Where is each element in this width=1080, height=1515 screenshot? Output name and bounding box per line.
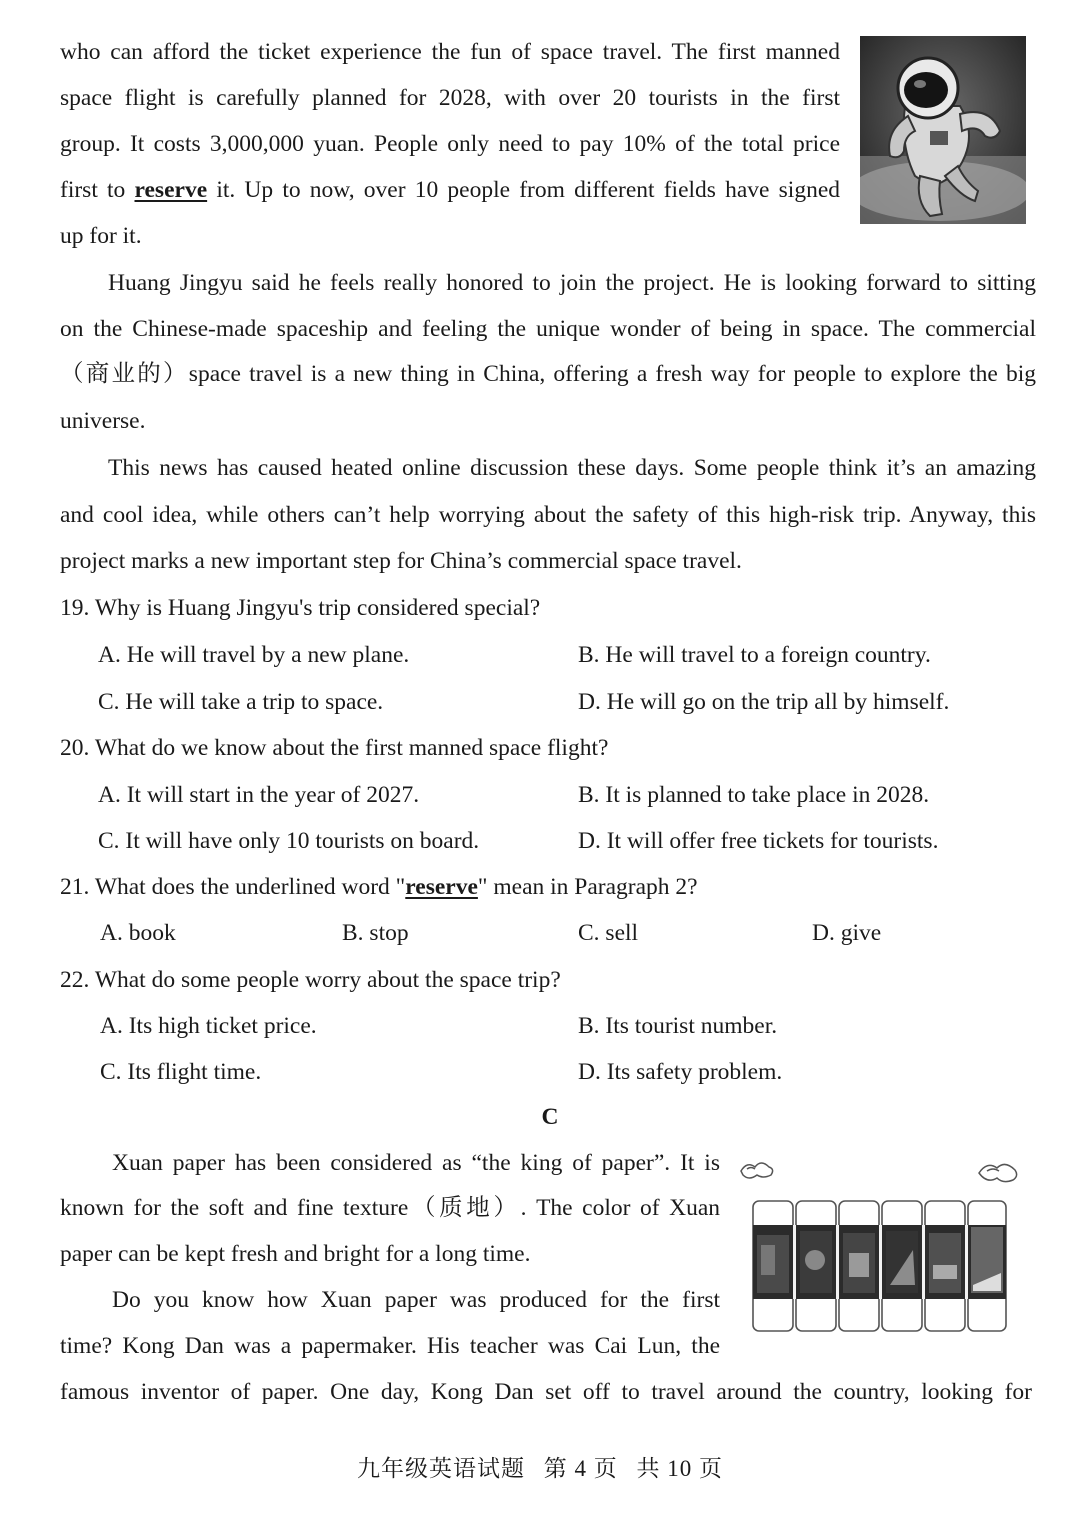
astronaut-photo: [860, 36, 1026, 224]
paragraph-line: up for it.: [60, 223, 142, 249]
text-fragment: it. Up to now, over 10 people from different fields have signed: [216, 177, 841, 203]
option-a: A. He will travel by a new plane.: [98, 642, 410, 668]
paragraph-line: and cool idea, while others can’t help worrying about the safety of this high-risk trip. Anyway, this: [60, 502, 1036, 528]
paragraph-line: Xuan paper has been considered as “the king of paper”. It is: [112, 1150, 720, 1176]
paragraph-line: This news has caused heated online discussion these days. Some people think it’s an amazing: [108, 455, 1036, 481]
question-stem: 19. Why is Huang Jingyu's trip considered special?: [60, 595, 541, 621]
underlined-word: reserve: [134, 177, 208, 203]
xuan-paper-photo-strip: [735, 1155, 1020, 1340]
paragraph-line: universe.: [60, 408, 146, 434]
paragraph-line: space flight is carefully planned for 2028, with over 20 tourists in the first: [60, 85, 840, 111]
paragraph-line: paper can be kept fresh and bright for a long time.: [60, 1241, 531, 1267]
question-stem: 20. What do we know about the first manned space flight?: [60, 735, 609, 761]
option-d: D. It will offer free tickets for tourists.: [578, 828, 939, 854]
paragraph-line: Huang Jingyu said he feels really honored to join the project. He is looking forward to sitting: [108, 270, 1036, 296]
question-stem: [60, 872, 698, 902]
text-fragment: 21. What does the underlined word ": [60, 874, 406, 900]
section-heading: C: [541, 1104, 559, 1130]
paragraph-line: time? Kong Dan was a papermaker. His teacher was Cai Lun, the: [60, 1333, 720, 1359]
option-c: C. sell: [578, 920, 639, 946]
paragraph-line: who can afford the ticket experience the fun of space travel. The first manned: [60, 39, 840, 65]
paragraph-line: project marks a new important step for China’s commercial space travel.: [60, 548, 742, 574]
option-a: A. It will start in the year of 2027.: [98, 782, 420, 808]
paragraph-line: known for the soft and fine texture（质地）. The color of Xuan: [60, 1195, 720, 1221]
cloud-ornament-icon: [741, 1163, 773, 1178]
option-c: C. Its flight time.: [100, 1059, 262, 1085]
cloud-ornament-icon: [979, 1164, 1017, 1181]
paragraph-line: famous inventor of paper. One day, Kong Dan set off to travel around the country, looking for: [60, 1379, 1032, 1405]
paragraph-line: Do you know how Xuan paper was produced for the first: [112, 1287, 720, 1313]
footer-total-pages: 共 10 页: [636, 1456, 723, 1481]
option-d: D. He will go on the trip all by himself.: [578, 689, 950, 715]
option-b: B. He will travel to a foreign country.: [578, 642, 931, 668]
paragraph-line: （商业的）space travel is a new thing in China, offering a fresh way for people to explore the big: [60, 361, 1036, 387]
option-d: D. give: [812, 920, 882, 946]
footer-page-number: 第 4 页: [543, 1456, 618, 1481]
option-a: A. book: [100, 920, 176, 946]
question-stem: 22. What do some people worry about the space trip?: [60, 967, 561, 993]
paragraph-line: [60, 175, 840, 205]
option-c: C. It will have only 10 tourists on board.: [98, 828, 480, 854]
option-d: D. Its safety problem.: [578, 1059, 783, 1085]
paragraph-line: on the Chinese-made spaceship and feeling the unique wonder of being in space. The commercial: [60, 316, 1036, 342]
option-a: A. Its high ticket price.: [100, 1013, 317, 1039]
paragraph-line: group. It costs 3,000,000 yuan. People only need to pay 10% of the total price: [60, 131, 840, 157]
option-b: B. stop: [342, 920, 409, 946]
option-c: C. He will take a trip to space.: [98, 689, 384, 715]
text-fragment: " mean in Paragraph 2?: [477, 874, 698, 900]
option-b: B. It is planned to take place in 2028.: [578, 782, 930, 808]
text-fragment: first to: [60, 177, 126, 203]
underlined-word: reserve: [405, 874, 478, 900]
page-footer: [0, 1450, 1080, 1483]
option-b: B. Its tourist number.: [578, 1013, 778, 1039]
footer-title: 九年级英语试题: [357, 1456, 525, 1481]
